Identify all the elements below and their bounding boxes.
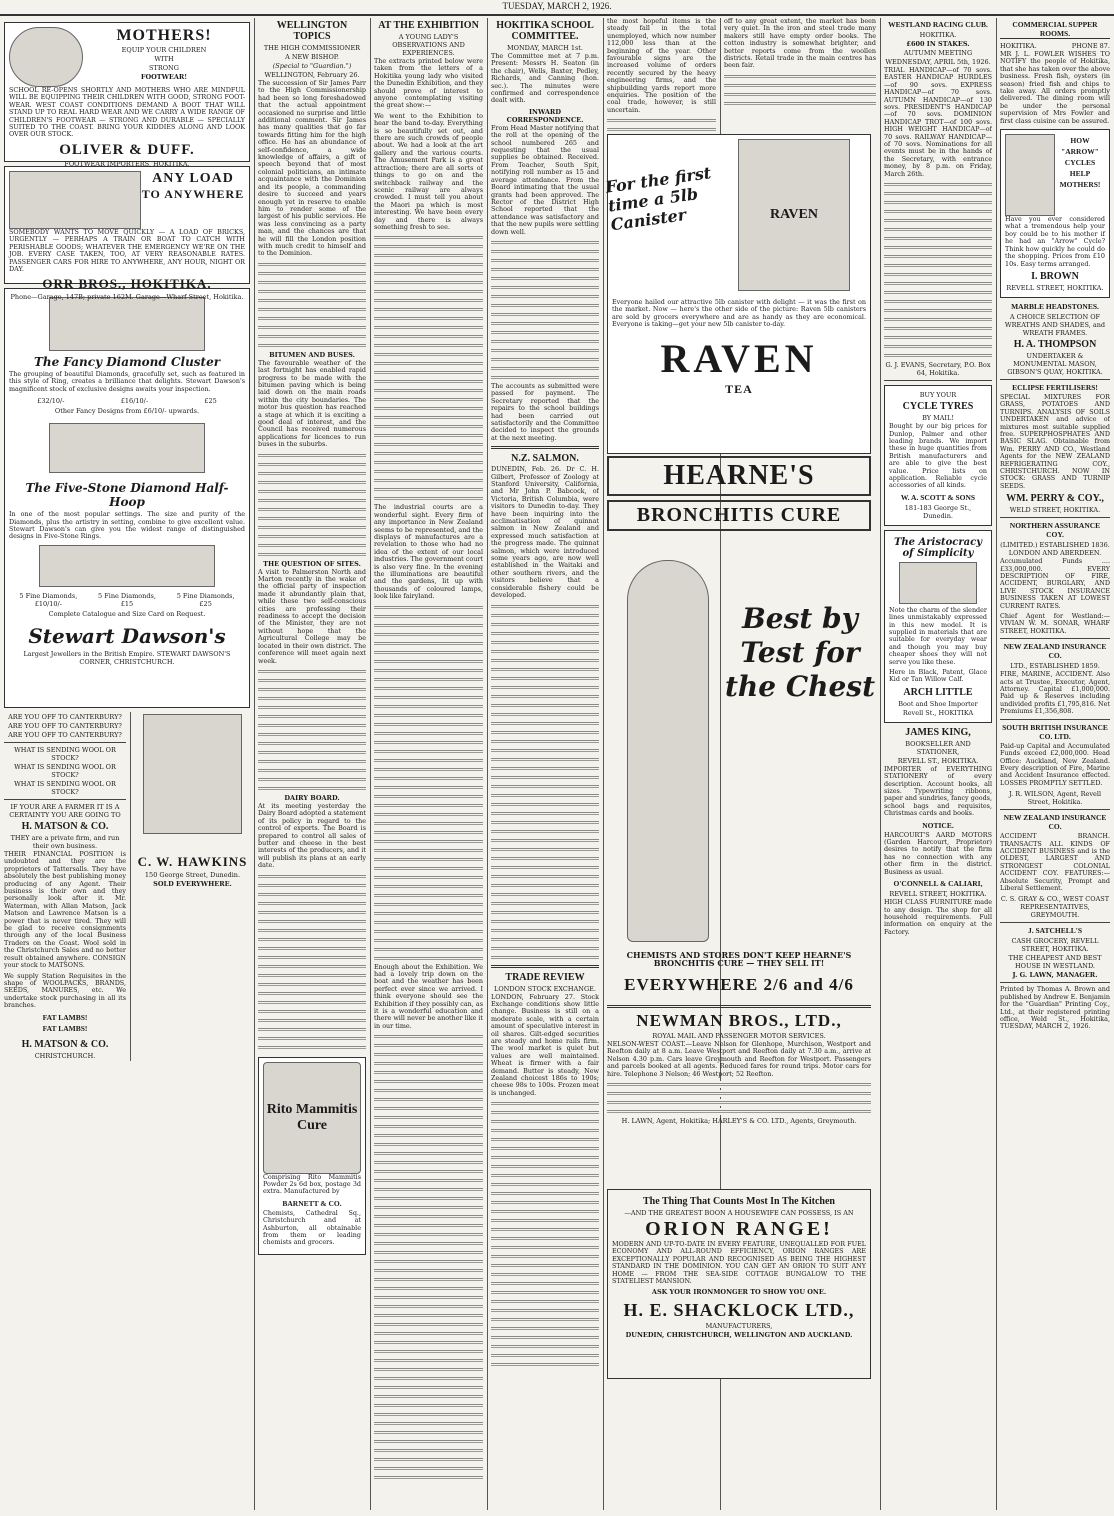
hearnes-sub: BRONCHITIS CURE <box>607 500 871 531</box>
arrow-line: MOTHERS! <box>1059 180 1101 190</box>
raven-tea-ad <box>604 134 871 454</box>
wellington-sub: THE QUESTION OF SITES. <box>263 559 361 568</box>
satchell-sub: CASH GROCERY, REVELL STREET, HOKITIKA. <box>1011 937 1099 954</box>
arrow-line: HELP <box>1069 169 1091 179</box>
nzins-body: FIRE, MARINE, ACCIDENT. Also acts at Trustee, Executor, Agent, Attorney. Capital £1,000,000. Paid up & Reserves including undivided profits £1,795,816. Net Premiums £1,356,808. <box>1000 670 1110 716</box>
hearnes-title: HEARNE'S <box>607 456 871 496</box>
perry-name: WM. PERRY & COY., <box>1006 493 1104 505</box>
article-continued: off to any great extent, the market has been very quiet. In the iron and steel trade many makers still have empty order books. The cotton industry is somewhat brighter, and better reports come from the woollen districts. Retail trade in the main centres has been fair. <box>724 18 876 70</box>
newman-body: NELSON-WEST COAST.—Leave Nelson for Glenhope, Murchison, Westport and Reefton daily at 8 a.m. Leave Westport and Reefton daily at 7.30 a.m., arrive at Nelson 4.30 p.m. Cars leave Greymouth and Reefton for Westport. Passengers and parcels booked at all agents. Reduced fares for round trips. Motor cars for hire. Telephone 3 Nelson; 46 Westport; 52 Reefton. <box>607 1040 871 1078</box>
northern-title: NORTHERN ASSURANCE COY. <box>1009 521 1101 540</box>
stewart-dawson-name: Stewart Dawson's <box>28 623 226 648</box>
truck-illustration <box>9 171 141 229</box>
cycle-illustration <box>1005 134 1055 216</box>
notice-body: HARCOURT'S AARD MOTORS (Garden Harcourt, Proprietor) desires to notify that the firm has no connection with any other firm in the district. Business as usual. <box>884 830 992 876</box>
wellington-body: The succession of Sir James Parr to the High Commissionership had been so long foreshadowed that the actual appointment occasioned no surprise and little additional comment. Sir James has many qualities that go far towards fitting him for the high office. He has an abundance of self-confidence, a wide knowledge of affairs, a gift of speech beyond that of most colonial politicians, an intimate acquaintance with the Dominion and its people, a commanding desire to succeed and years enough yet in reserve to enable him to render some of the largest of his public services. He was less convincing as a party man, and the chances are that he will fill the London position with much credit to himself and to the Dominion. <box>258 79 366 258</box>
mothers-line: FOOTWEAR! <box>140 73 188 81</box>
notice-title: NOTICE. <box>922 820 954 830</box>
newman-agent: H. LAWN, Agent, Hokitika; HARLEY'S & CO. LTD., Agents, Greymouth. <box>621 1117 857 1126</box>
king-sub: BOOKSELLER AND STATIONER, <box>905 739 971 756</box>
oconnell-body: HIGH CLASS FURNITURE made to any design. The shop for all household requirements. Full information on enquiry at the Factory. <box>884 898 992 936</box>
half-hoop-more: Complete Catalogue and Size Card on Request. <box>48 609 206 618</box>
arrow-line: "ARROW" <box>1061 147 1099 157</box>
column-rule <box>880 18 881 1510</box>
arch-lead: The Aristocracy of Simplicity <box>893 536 983 559</box>
ring-illustration <box>49 423 205 473</box>
mothers-line: WITH <box>154 55 174 63</box>
tyres-firm: W. A. SCOTT & SONS <box>900 492 976 502</box>
column-rule <box>254 18 255 1510</box>
ring-illustration <box>49 297 205 351</box>
nzins-title: NEW ZEALAND INSURANCE CO. <box>1003 642 1107 661</box>
supper-body: MR J. L. FOWLER WISHES TO NOTIFY the people of Hokitika, that she has taken over the above business. Fresh fish, oysters (in season) fried fish and chips to take away. All orders promptly delivered. The dining room will be under the personal supervision of Mrs Fowler and first class cuisine can be assured. <box>1000 50 1110 125</box>
school-title: HOKITIKA SCHOOL COMMITTEE. <box>496 20 594 42</box>
orion-range-ad <box>607 1189 871 1379</box>
price: £25 <box>204 397 217 406</box>
satchell-name: J. SATCHELL'S <box>1027 926 1083 936</box>
brown-addr: REVELL STREET, HOKITIKA. <box>1006 283 1104 292</box>
shacklock-city: DUNEDIN, CHRISTCHURCH, WELLINGTON AND AUCKLAND. <box>625 1331 853 1340</box>
matson-city: CHRISTCHURCH. <box>34 1051 96 1060</box>
column-4 <box>491 18 599 1510</box>
oliver-duff-ad <box>4 22 250 168</box>
wellington-sub: A NEW BISHOP. <box>285 53 339 61</box>
price: £32/10/- <box>37 397 65 406</box>
canterbury-line: ARE YOU OFF TO CANTERBURY? <box>8 731 122 739</box>
raven-tea: TEA <box>725 381 753 396</box>
south-agent: J. R. WILSON, Agent, Revell Street, Hokitika. <box>1008 790 1102 807</box>
matson-name: H. MATSON & CO. <box>21 821 109 832</box>
column-rule <box>996 18 997 1510</box>
rito-ad <box>258 1057 366 1255</box>
rito-bottle-illustration <box>263 1062 361 1174</box>
diamond-cluster-body: The grouping of beautiful Diamonds, gracefully set, such as featured in this style of Ring, creates a brilliance that delights. Stewart Dawson's magnificent stock of exclusive designs awaits your inspection. <box>9 370 245 393</box>
matson-foot: H. MATSON & CO. <box>21 1038 109 1050</box>
wellington-dateline: WELLINGTON, February 26. <box>264 71 360 79</box>
oliver-duff-sub: FOOTWEAR IMPORTERS, HOKITIKA. <box>64 159 190 168</box>
trade-body: LONDON, February 27. Stock Exchange conditions show little change. Business is still on a moderate scale, with a certain amount of speculative interest in oil shares. Gilt-edged securities are steady and home rails firm. The wool market is quiet but values are well maintained. Wheat is firmer with a fair demand. Butter is steady, New Zealand choicest 186s to 190s; cheese 98s to 100s. Frozen meat is unchanged. <box>491 992 599 1097</box>
fat-lambs: FAT LAMBS! <box>42 1012 88 1022</box>
brown-name: I. BROWN <box>1031 270 1079 282</box>
orion-lead: The Thing That Counts Most In The Kitchen <box>643 1196 835 1207</box>
arrow-body: Have you ever considered what a tremendous help your boy could be to his mother if he had an "Arrow" Cycle? Think how quickly he could do the shopping. Prices from £10 10s. Easy terms arranged. <box>1005 215 1105 268</box>
arrow-cycles-ad <box>1000 129 1110 298</box>
school-date: MONDAY, MARCH 1st. <box>506 44 583 52</box>
tyres-head: BUY YOUR <box>919 391 957 400</box>
marble-title: MARBLE HEADSTONES. <box>1011 301 1099 311</box>
wellington-body: A visit to Palmerston North and Marton recently in the wake of the official party of inspection made it abundantly plain that, while these two self-conscious cities are professing their readiness to accept the decision of the Minister, they are not without hope that the Agricultural College may be located in their own district. The conference will meet again next week. <box>258 567 366 665</box>
king-addr: REVELL ST., HOKITIKA. <box>897 756 979 765</box>
supper-phone: PHONE 87. <box>1071 42 1110 50</box>
king-body: IMPORTER of EVERYTHING STATIONERY of every description. Account books, all sizes. Typewriting ribbons, paper and sundries, fancy goods, school bags and requisites, Christmas cards and books. <box>884 764 992 818</box>
racing-sec: G. J. EVANS, Secretary, P.O. Box 64, Hokitika. <box>885 361 991 378</box>
price: 5 Fine Diamonds, £10/10/- <box>19 591 78 608</box>
northern-sub: (LIMITED.) ESTABLISHED 1836. LONDON AND ABERDEEN. <box>1000 541 1110 558</box>
column-2 <box>258 18 366 1510</box>
stewart-dawson-sub: Largest Jewellers in the British Empire. STEWART DAWSON'S CORNER, CHRISTCHURCH. <box>23 649 231 666</box>
shoe-illustration <box>899 562 977 604</box>
nzacc-agent: C. S. GRAY & CO., WEST COAST REPRESENTATIVES, GREYMOUTH. <box>1000 895 1110 920</box>
racing-date: WEDNESDAY, APRIL 5th, 1926. <box>885 58 991 66</box>
thompson-name: H. A. THOMPSON <box>1013 338 1097 350</box>
exhibition-title: AT THE EXHIBITION <box>378 20 479 31</box>
hearnes-foot: CHEMISTS AND STORES DON'T KEEP HEARNE'S BRONCHITIS CURE — THEY SELL IT! <box>626 950 852 968</box>
arch-body: Note the charm of the slender lines unmistakably expressed in this new model. It is supplied in materials that are suitable for everyday wear and though you may buy cheaper shoes they will not serve you like these. <box>889 605 987 666</box>
diamond-cluster-title: The Fancy Diamond Cluster <box>33 355 221 369</box>
wellington-sub: THE HIGH COMMISSIONER <box>263 44 361 52</box>
eclipse-body: SPECIAL MIXTURES FOR GRASS, POTATOES AND TURNIPS. ANALYSIS OF SOILS UNDERTAKEN and advice of mixtures most suitable supplied free. SUPERPHOSPHATES AND BASIC SLAG. Obtainable from Wm. PERRY AND CO., Westland Agents for the NEW ZEALAND REFRIGERATING COY., CHRISTCHURCH. NOW IN STOCK: GRASS AND TURNIP SEEDS. <box>1000 392 1110 490</box>
column-rule <box>603 18 604 1510</box>
perry-addr: WELD STREET, HOKITIKA. <box>1009 506 1101 515</box>
arch-more: Here in Black, Patent, Glace Kid or Tan Willow Calf. <box>889 668 987 684</box>
exhibition-body: The extracts printed below were taken from the letters of a Hokitika young lady who visited the Dunedin Exhibition, and they should prove of interest to anyone contemplating visiting the great show:— <box>374 57 483 110</box>
exhibition-body: The industrial courts are a wonderful sight. Every firm of any importance in New Zealand seems to be represented, and the displays of manufactures are a revelation to those who had no idea of the extent of our local industries. The government court is also very fine. In the evening the illuminations are beautiful and the gardens, lit up with thousands of coloured lamps, look like fairyland. <box>374 503 483 601</box>
orion-ask: ASK YOUR IRONMONGER TO SHOW YOU ONE. <box>651 1288 827 1297</box>
arch-sub: Boot and Shoe Importer <box>898 699 978 708</box>
salmon-body: DUNEDIN, Feb. 26. Dr C. H. Gilbert, Professor of Zoology at Stanford University, California, and Mr John P. Babcock, of Victoria, British Columbia, were visitors to Dunedin to-day. They have been inquiring into the acclimatisation of quinnat salmon in New Zealand and expressed much satisfaction at the progress made. The quinnat salmon, which were introduced some years ago, are now well established in the Waitaki and other southern rivers, and the visitors believe that a considerable fishery could be developed. <box>491 465 599 600</box>
matson-body: THEIR FINANCIAL POSITION is undoubted and they are the proprietors of Tattersalls. They have absolutely the best publishing money producing of any Agent. Their business is their own and they personally look after it. Mr. Waterman, with Allan Matson, Jack Matson and Lawrence Matson is a power that is never tired. They will be glad to receive consignments through any of the local Business Traders on the Coast. Wool sold in the Christchurch Sales and no better result obtained anywhere. CONSIGN your stock to MATSONS. <box>4 850 126 970</box>
tyres-sub: BY MAIL! <box>922 414 954 423</box>
wool-line: WHAT IS SENDING WOOL OR STOCK? <box>14 780 116 796</box>
raven-caption: Everyone hailed our attractive 5lb canister with delight — it was the first on the market. Now — here's the other side of the picture: Raven 5lb canisters are sold by grocers everywhere and are as handy as they are economical. Everyone is taking—get your new 5lb canister to-day. <box>612 298 866 329</box>
exhibition-body: Enough about the Exhibition. We had a lovely trip down on the boat and the weather has been perfect ever since we arrived. I think everyone should see the Exhibition if they possibly can, as it is a wonderful education and there will never be another like it in our time. <box>374 962 483 1030</box>
load-title: ANY LOAD <box>152 171 234 186</box>
newman-name: NEWMAN BROS., LTD., <box>636 1011 842 1030</box>
trade-title: TRADE REVIEW <box>505 971 585 983</box>
mothers-title: MOTHERS! <box>116 27 212 44</box>
shacklock-sub: MANUFACTURERS, <box>705 1322 773 1331</box>
arch-addr: Revell St., HOKITIKA <box>902 708 974 717</box>
school-body: From Head Master notifying that the roll at the opening of the school numbered 265 and requesting that the usual supplies be obtained. Received. From Teacher, South Spit, notifying roll number as 15 and average attendance. From the Board intimating that the usual grants had been approved. The Rector of the District High School reported that the attendance was satisfactory and that the new pupils were settling down well. <box>491 123 599 236</box>
wellington-body: The favourable weather of the last fortnight has enabled rapid progress to be made with the bitumen paving which is being laid down on the main roads within the city boundaries. The motor bus question has reached a stage at which it is exciting a good deal of interest, and the Council has received numerous applications for licences to run buses in the suburbs. <box>258 358 366 449</box>
wellington-byline: (Special to "Guardian.") <box>272 62 352 70</box>
mothers-body: SCHOOL RE-OPENS SHORTLY AND MOTHERS WHO ARE MINDFUL WILL BE EQUIPPING THEIR CHILDREN WITH GOOD, STRONG FOOT-WEAR. WEST COAST CONDITIONS DEMAND A BOOT THAT WILL STAND UP TO REAL HARD WEAR AND WE CARRY A WIDE RANGE OF CHILDREN'S FOOTWEAR — STRONG AND DURABLE — SPECIALLY SUITED TO THE COAST. BRING YOUR KIDDIES ALONG AND LOOK OVER OUR STOCK. <box>9 86 245 139</box>
hearnes-slogan: Best by Test for the Chest <box>725 602 876 703</box>
south-title: SOUTH BRITISH INSURANCE CO. LTD. <box>1002 722 1108 741</box>
wellington-body: At its meeting yesterday the Dairy Board adopted a statement of its policy in regard to the control of exports. The Board is prepared to control all sales of butter and cheese in the best interests of the producers, and it will publish its plans at an early date. <box>258 801 366 870</box>
rito-maker: BARNETT & CO. <box>282 1198 342 1208</box>
oconnell-name: O'CONNELL & CALIARI, <box>893 879 983 889</box>
article-continued: the most hopeful items is the steady fall in the total unemployed, which now number 112,000 less than at the beginning of the year. Other favourable signs are the increased volume of orders recently secured by the heavy engineering firms, and the shipbuilding yards report more enquiries. The position of the coal trade, however, is still uncertain. <box>607 18 716 114</box>
rito-name: Rito Mammitis Cure <box>266 1101 358 1133</box>
racing-place: HOKITIKA. <box>919 31 957 39</box>
column-3 <box>374 18 483 1510</box>
hearnes-figure <box>607 540 717 980</box>
shacklock-name: H. E. SHACKLOCK LTD., <box>623 1300 855 1321</box>
tyres-addr: 181-183 George St., Dunedin. <box>904 503 972 520</box>
racing-title: WESTLAND RACING CLUB. <box>888 20 988 29</box>
arch-little-ad <box>884 530 992 723</box>
column-7 <box>884 18 992 1510</box>
orr-name: ORR BROS., HOKITIKA. <box>42 276 212 292</box>
masthead-strip: TUESDAY, MARCH 2, 1926. <box>0 0 1114 16</box>
arch-name: ARCH LITTLE <box>903 686 973 698</box>
blossom-tin-illustration <box>143 714 242 834</box>
newman-ad <box>607 1005 871 1168</box>
knight-illustration <box>627 560 709 942</box>
wool-line: WHAT IS SENDING WOOL OR STOCK? <box>14 746 116 762</box>
orange-blossom-ad <box>135 712 250 1061</box>
wool-line: WHAT IS SENDING WOOL OR STOCK? <box>14 763 116 779</box>
nzacc-title: NEW ZEALAND INSURANCE CO. <box>1003 813 1107 832</box>
racing-stakes: £600 IN STAKES. <box>906 40 970 48</box>
column-rule <box>370 18 371 1510</box>
oliver-duff-name: OLIVER & DUFF. <box>59 141 195 158</box>
half-hoop-body: In one of the most popular settings. The size and purity of the Diamonds, plus the artistry in setting, combine to give excellent value. Stewart Dawson's can give you the widest range of distinguished designs in Five-Stone Rings. <box>9 510 245 541</box>
orion-sub: —AND THE GREATEST BOON A HOUSEWIFE CAN POSSESS, IS AN <box>624 1209 854 1217</box>
supper-sub: HOKITIKA. <box>1000 42 1037 50</box>
salmon-title: N.Z. SALMON. <box>511 453 579 465</box>
rito-addr: Chemists, Cathedral Sq., Christchurch and at Ashburton, all obtainable from them or leading chemists and grocers. <box>263 1208 361 1247</box>
load-sub: TO ANYWHERE <box>141 187 245 201</box>
tyres-title: CYCLE TYRES <box>902 401 974 413</box>
wellington-title: WELLINGTON TOPICS <box>276 20 348 42</box>
exhibition-body: We went to the Exhibition to hear the band to-day. Everything is so beautifully set out, and there are such crowds of people about. We had a look at the art gallery and the various courts. The Amusement Park is a great attraction; there are all sorts of things to go on and the switchback railway and the scenic railway are always crowded. I must tell you about the Maori pa which is most interesting. We have been every day and there is always something fresh to see. <box>374 111 483 231</box>
eclipse-title: ECLIPSE FERTILISERS! <box>1012 382 1098 392</box>
trade-sub: LONDON STOCK EXCHANGE. <box>494 984 596 993</box>
column-8 <box>1000 18 1110 1510</box>
ring-illustration <box>39 545 215 587</box>
orr-bros-ad <box>4 166 250 302</box>
raven-brand: RAVEN <box>770 207 818 222</box>
imprint: Printed by Thomas A. Brown and published by Andrew E. Benjamin for the "Guardian" Printing Coy., Ltd., at their registered printing office, Weld St., Hokitika, TUESDAY, MARCH 2, 1926. <box>1000 985 1110 1031</box>
orion-body: MODERN AND UP-TO-DATE IN EVERY FEATURE, UNEQUALLED FOR FUEL ECONOMY AND ALL-ROUND EFFICIENCY, ORION RANGES ARE EXCEPTIONALLY POPULAR AND RECOGNISED AS BEING THE HIGHEST STANDARD IN THE DOMINION. YOU CAN GET AN ORION TO SUIT ANY HOME — FROM THE SEA-SIDE COTTAGE BUNGALOW TO THE STATELIEST MANSION. <box>612 1240 866 1286</box>
half-hoop-title: The Five-Stone Diamond Half-Hoop <box>25 481 229 510</box>
northern-body: Accumulated Funds .... £33,000,000. EVERY DESCRIPTION OF FIRE, ACCIDENT, BURGLARY, AND LIVE STOCK INSURANCE BUSINESS TAKEN AT LOWEST CURRENT RATES. <box>1000 557 1110 610</box>
mothers-line: STRONG <box>149 64 179 72</box>
nzacc-body: ACCIDENT BRANCH. TRANSACTS ALL KINDS OF ACCIDENT BUSINESS and is the OLDEST, LARGEST AND STRONGEST COLONIAL ACCIDENT COY. FEATURES:—Absolute Security, Prompt and Liberal Settlement. <box>1000 832 1110 892</box>
matson-ad <box>4 712 126 1061</box>
price: 5 Fine Diamonds, £25 <box>176 591 235 608</box>
canterbury-line: ARE YOU OFF TO CANTERBURY? <box>8 713 122 721</box>
racing-meet: AUTUMN MEETING <box>903 49 973 57</box>
raven-head: For the first time a 5lb Canister <box>604 163 713 235</box>
hearnes-price: EVERYWHERE 2/6 and 4/6 <box>624 975 854 994</box>
school-sub: INWARD CORRESPONDENCE. <box>506 107 584 124</box>
hawkins-name: C. W. HAWKINS <box>137 854 248 869</box>
newman-sub: ROYAL MAIL AND PASSENGER MOTOR SERVICES. <box>652 1032 826 1040</box>
matson-tail: We supply Station Requisites in the shape of WOOLPACKS, BRANDS, SEEDS, MANURES, etc. We undertake stock purchasing in all its branches. <box>4 971 126 1010</box>
column-rule <box>487 18 488 1510</box>
thompson-lead: A CHOICE SELECTION OF WREATHS AND SHADES, and WREATH FRAMES. <box>1004 312 1106 337</box>
price: 5 Fine Diamonds, £15 <box>98 591 156 608</box>
school-body: The Committee met at 7 p.m. Present: Messrs H. Seaton (in the chair), Wells, Baxter, Pedley, Richards, and Canning (hon. sec.). The minutes were confirmed and correspondence dealt with. <box>491 52 599 105</box>
tyres-body: Bought by our big prices for Dunlop, Palmer and other leading brands. We import these in huge quantities from British manufacturers and are able to give the best value. Price lists on application. Reliable cycle accessories of all kinds. <box>889 422 987 490</box>
matson-intro: IF YOUR ARE A FARMER IT IS A CERTAINTY YOU ARE GOING TO <box>9 803 121 819</box>
rito-body: Comprising Rito Mammitis Powder 2s 6d box, postage 3d extra. Manufactured by <box>263 1172 361 1196</box>
wellington-sub: BITUMEN AND BUSES. <box>269 350 355 359</box>
price: £16/10/- <box>120 397 149 406</box>
mothers-line: EQUIP YOUR CHILDREN <box>121 46 207 54</box>
oconnell-sub: REVELL STREET, HOKITIKA. <box>889 890 987 899</box>
king-name: JAMES KING, <box>905 726 971 738</box>
orr-phone: Phone—Garage, 147B; private 162M. Garage—Wharf Street, Hokitika. <box>10 293 244 302</box>
satchell-mgr: J. G. LAWN, MANAGER. <box>1012 971 1098 980</box>
diamond-cluster-more: Other Fancy Designs from £6/10/- upwards. <box>54 407 200 416</box>
matson-tag: THEY are a private firm, and run their own business. <box>10 834 120 850</box>
matson-section <box>4 712 250 1061</box>
wellington-sub: DAIRY BOARD. <box>284 793 340 802</box>
thompson-sub: UNDERTAKER & MONUMENTAL MASON, GIBSON'S QUAY, HOKITIKA. <box>1007 351 1103 376</box>
exhibition-sub: A YOUNG LADY'S OBSERVATIONS AND EXPERIENCES. <box>392 33 465 57</box>
child-illustration <box>9 27 83 87</box>
stewart-dawson-ad <box>4 288 250 708</box>
hawkins-addr: 150 George Street, Dunedin. <box>144 871 241 879</box>
canterbury-line: ARE YOU OFF TO CANTERBURY? <box>8 722 122 730</box>
raven-brand: RAVEN <box>660 335 818 381</box>
satchell-body: THE CHEAPEST AND BEST HOUSE IN WESTLAND. <box>1008 954 1102 971</box>
column-1 <box>4 18 250 1510</box>
cycle-tyres-ad <box>884 385 992 526</box>
south-body: Paid-up Capital and Accumulated Funds exceed £2,000,000. Head Office: Auckland, New Zealand. Every description of Fire, Marine and Accident Insurance effected. LOSSES PROMPTLY SETTLED. <box>1000 741 1110 787</box>
hawkins-sold: SOLD EVERYWHERE. <box>153 880 232 888</box>
fat-lambs: FAT LAMBS! <box>42 1023 88 1033</box>
nzins-sub: LTD., ESTABLISHED 1859. <box>1010 662 1100 671</box>
supper-title: COMMERCIAL SUPPER ROOMS. <box>1000 20 1110 39</box>
racing-body: TRIAL HANDICAP—of 70 sovs. EASTER HANDICAP HURDLES—of 90 sovs. EXPRESS HANDICAP—of 70 sovs. AUTUMN HANDICAP—of 130 sovs. PRESIDENT'S HANDICAP—of 70 sovs. DOMINION HANDICAP TROT—of 100 sovs. HIGH WEIGHT HANDICAP—of 70 sovs. RAILWAY HANDICAP—of 70 sovs. Nominations for all events must be in the hands of the Secretary, with entrance money, by 8 p.m. on Friday, March 26th. <box>884 66 992 178</box>
northern-agent: Chief Agent for Westland:— VIVIAN W. M. SONAR, WHARF STREET, HOKITIKA. <box>1000 612 1110 635</box>
orion-name: ORION RANGE! <box>645 1218 833 1240</box>
arrow-line: HOW <box>1070 136 1090 146</box>
arrow-line: CYCLES <box>1064 158 1096 168</box>
school-body: The accounts as submitted were passed for payment. The Secretary reported that the repairs to the school buildings had been carried out satisfactorily and the Committee decided to inspect the grounds at the next meeting. <box>491 381 599 442</box>
raven-canister-illustration <box>738 139 850 291</box>
load-body: SOMEBODY WANTS TO MOVE QUICKLY — A LOAD OF BRICKS, URGENTLY — PERHAPS A TRAIN OR BOAT TO CATCH WITH PERISHABLE GOODS; WHATEVER THE EMERGENCY WE'RE ON THE JOB. EVERY CASE TAKEN, TOO, AT VERY REASONABLE RATES. PASSENGER CARS FOR HIRE TO ANYWHERE, ANY HOUR, NIGHT OR DAY. <box>9 228 245 274</box>
